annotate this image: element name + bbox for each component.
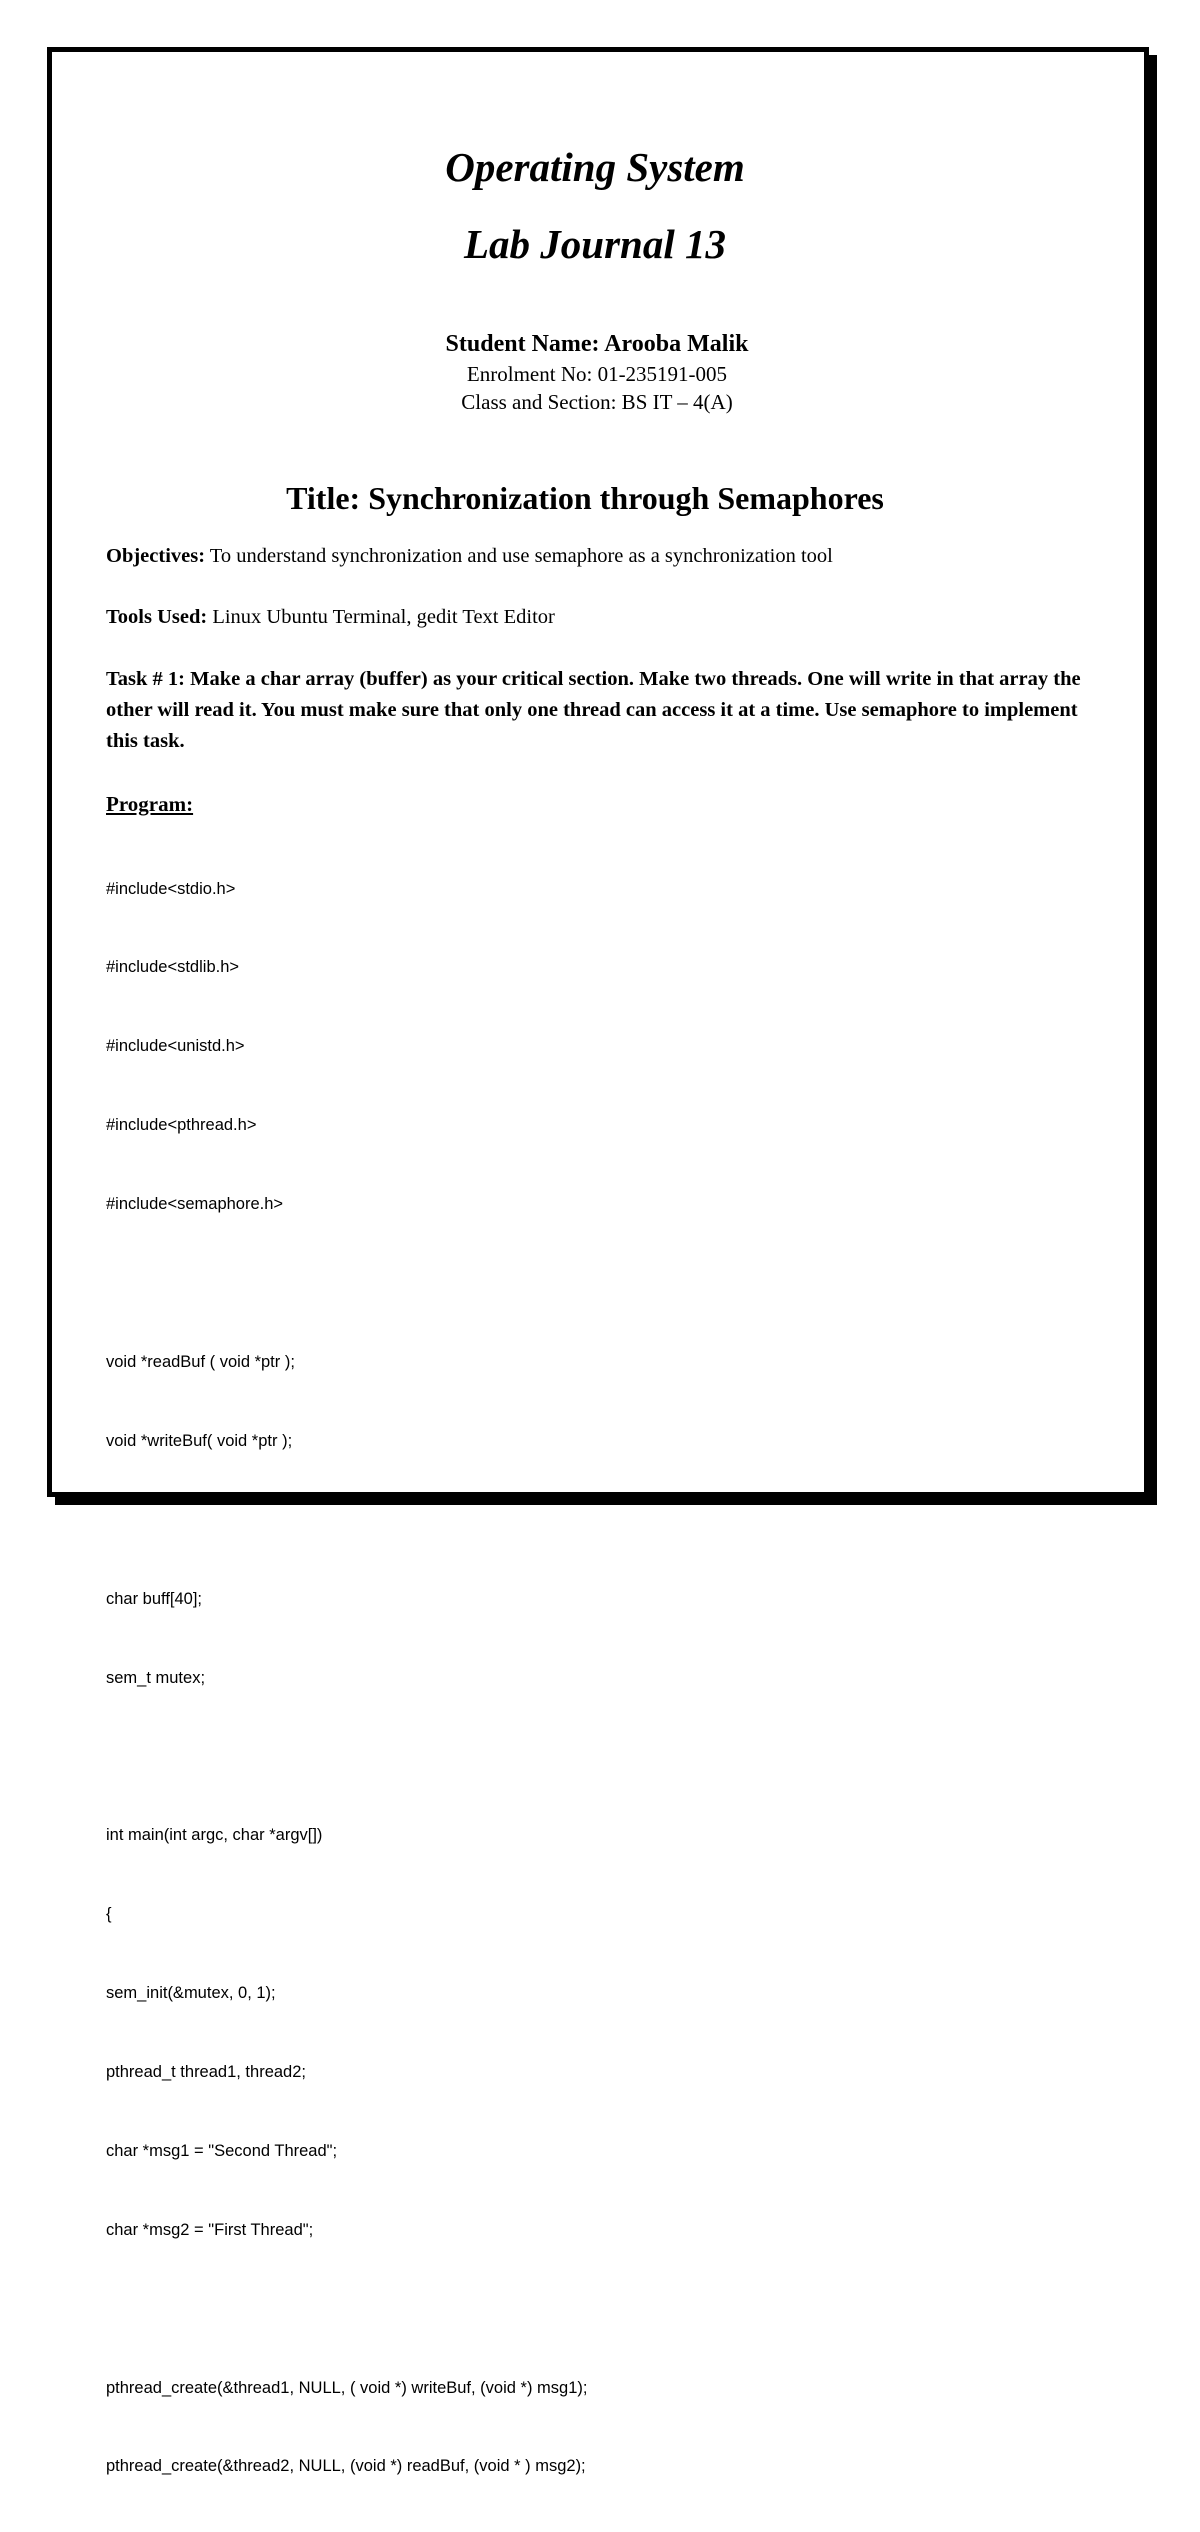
journal-title: Lab Journal 13 [464,221,726,267]
enrolment-number: Enrolment No: 01-235191-005 [466,362,728,386]
student-info [0,328,1194,416]
objectives-text: To understand synchronization and use semaphore as a synchronization tool [205,545,833,567]
tools-paragraph [106,602,1096,633]
code-line: #include<unistd.h> [106,1037,245,1056]
lab-title: Title: Synchronization through Semaphores [286,480,884,516]
code-line [106,2296,1096,2322]
code-line: void *writeBuf( void *ptr ); [106,1431,293,1450]
code-line: char *msg2 = "First Thread"; [106,2220,314,2239]
tools-label: Tools Used: [106,606,208,628]
code-line: pthread_create(&thread2, NULL, (void *) readBuf, (void * ) msg2); [106,2457,586,2476]
program-label: Program: [106,792,194,816]
code-line: #include<semaphore.h> [106,1195,284,1214]
code-line [106,1270,1096,1296]
code-line: #include<stdlib.h> [106,958,240,977]
objectives-paragraph [106,541,1096,572]
code-line: int main(int argc, char *argv[]) [106,1826,323,1845]
objectives-label: Objectives: [106,545,206,567]
code-line: char buff[40]; [106,1589,203,1608]
code-line: char *msg1 = "Second Thread"; [106,2141,338,2160]
code-line: sem_t mutex; [106,1668,206,1687]
course-title: Operating System [445,144,745,190]
code-line: { [106,1905,112,1924]
task-description: Task # 1: Make a char array (buffer) as your critical section. Make two threads. One will write in that array the other will read it. You must make sure that only one thread can access it at a time. Use semaphore to implement this task. [106,668,1081,752]
code-line: pthread_t thread1, thread2; [106,2062,306,2081]
code-line: #include<pthread.h> [106,1116,257,1135]
code-line [106,1743,1096,1769]
code-line: #include<stdio.h> [106,879,236,898]
code-line: void *readBuf ( void *ptr ); [106,1352,295,1371]
code-block [106,823,1096,2532]
code-line: pthread_create(&thread1, NULL, ( void *) writeBuf, (void *) msg1); [106,2378,588,2397]
class-section: Class and Section: BS IT – 4(A) [461,390,733,414]
code-line [106,1507,1096,1533]
tools-text: Linux Ubuntu Terminal, gedit Text Editor [207,606,555,628]
code-line: sem_init(&mutex, 0, 1); [106,1984,276,2003]
student-name: Student Name: Arooba Malik [445,331,749,357]
